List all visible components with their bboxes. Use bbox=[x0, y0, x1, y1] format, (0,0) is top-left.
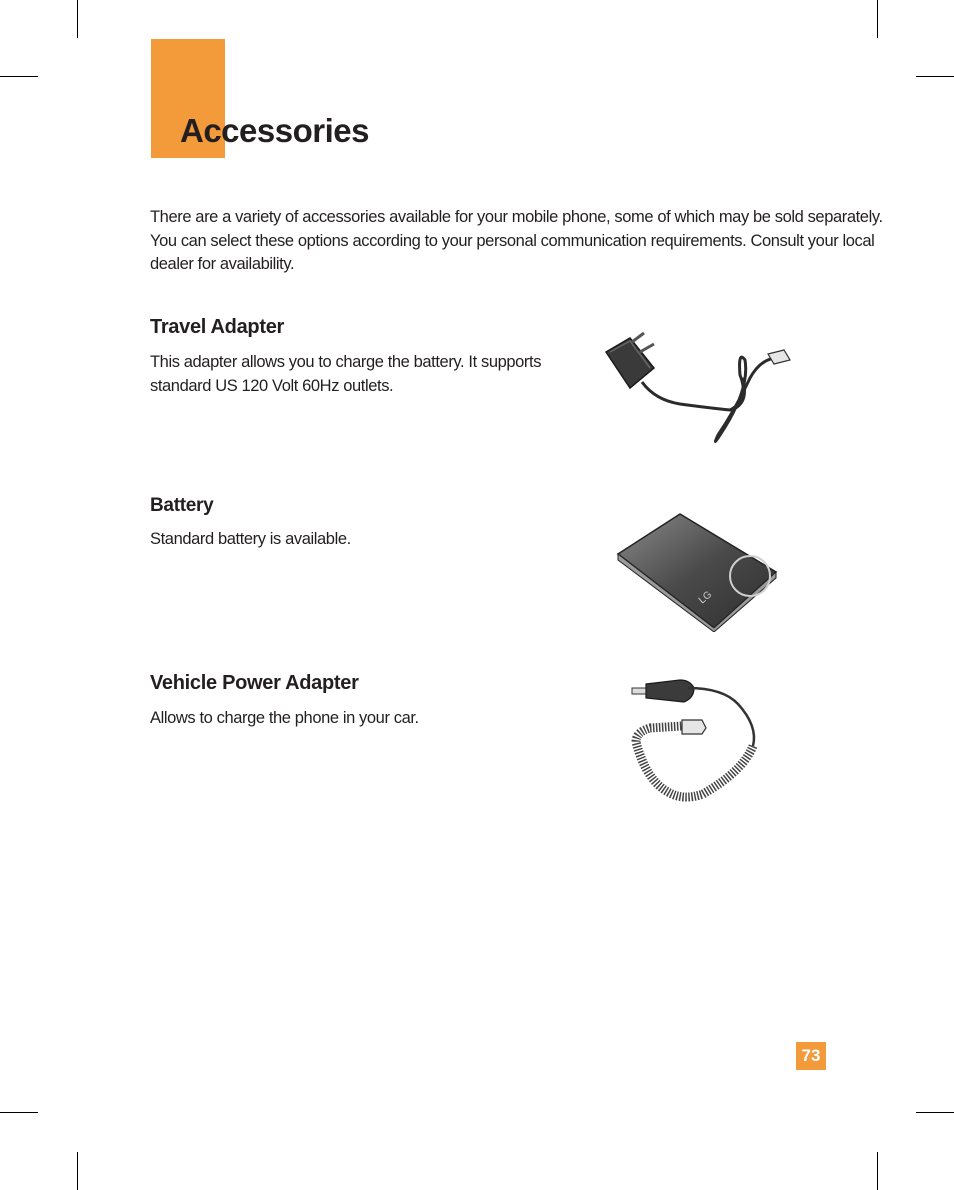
desc-line: Standard battery is available. bbox=[150, 530, 351, 548]
intro-paragraph bbox=[150, 206, 883, 277]
crop-mark bbox=[877, 1152, 878, 1190]
vehicle-adapter-description bbox=[150, 706, 419, 730]
battery-heading: Battery bbox=[150, 495, 214, 516]
crop-mark bbox=[877, 0, 878, 38]
crop-mark bbox=[916, 1112, 954, 1113]
desc-line: This adapter allows you to charge the battery. It supports bbox=[150, 353, 542, 371]
travel-adapter-heading: Travel Adapter bbox=[150, 316, 285, 338]
desc-line: Allows to charge the phone in your car. bbox=[150, 709, 419, 727]
desc-line: standard US 120 Volt 60Hz outlets. bbox=[150, 377, 394, 395]
crop-mark bbox=[77, 0, 78, 38]
battery-description bbox=[150, 527, 351, 551]
page-title: Accessories bbox=[180, 112, 369, 149]
intro-line: There are a variety of accessories available for your mobile phone, some of which may be sold separately. bbox=[150, 208, 883, 226]
intro-line: You can select these options according to your personal communication requirements. Consult your local bbox=[150, 231, 875, 250]
crop-mark bbox=[0, 1112, 38, 1113]
vehicle-adapter-heading: Vehicle Power Adapter bbox=[150, 672, 359, 694]
crop-mark bbox=[77, 1152, 78, 1190]
crop-mark bbox=[916, 76, 954, 77]
vehicle-power-adapter-image bbox=[628, 676, 768, 802]
page-number: 73 bbox=[796, 1042, 826, 1070]
crop-mark bbox=[0, 76, 38, 77]
battery-image bbox=[614, 510, 780, 632]
battery-logo: LG bbox=[696, 589, 715, 607]
travel-adapter-description bbox=[150, 350, 541, 398]
travel-adapter-image bbox=[600, 330, 800, 448]
intro-line: dealer for availability. bbox=[150, 255, 295, 273]
